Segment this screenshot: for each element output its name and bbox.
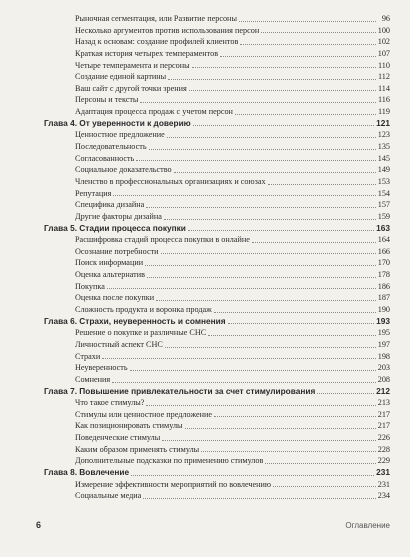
dot-leader [146, 402, 375, 406]
toc-entry-title: Как позиционировать стимулы [75, 421, 183, 431]
toc-page-number: 96 [381, 14, 390, 23]
toc-page-number: 213 [377, 398, 390, 408]
toc-page-number: 114 [378, 83, 390, 93]
toc-entry-title: Репутация [75, 188, 112, 198]
toc-entry-title: Неуверенность [75, 363, 128, 373]
toc-entry [44, 257, 390, 269]
toc-entry [44, 304, 390, 316]
toc-entry-title: Стимулы или ценностное предложение [75, 409, 213, 419]
dot-leader [145, 262, 376, 266]
dot-leader [189, 87, 376, 91]
toc-page-number: 198 [377, 351, 390, 361]
toc-page-number: 195 [377, 328, 390, 338]
toc-entry [44, 397, 390, 409]
dot-leader [239, 18, 376, 22]
toc-chapter [44, 118, 390, 130]
dot-leader [162, 437, 375, 441]
dot-leader [268, 181, 376, 185]
toc-page-number: 226 [377, 433, 390, 443]
toc-entry [44, 234, 390, 246]
toc-entry [44, 351, 390, 363]
toc-entry-title: Рыночная сегментация, или Развитие персоны [75, 14, 237, 23]
toc-page-number: 231 [376, 466, 390, 477]
toc-entry [44, 188, 390, 200]
toc-entry [44, 281, 390, 293]
dot-leader [102, 355, 375, 359]
dot-leader [136, 157, 375, 161]
toc-entry [44, 490, 390, 502]
toc-page-number: 110 [378, 60, 390, 70]
toc-page-number: 166 [377, 246, 390, 256]
toc-page-number: 157 [377, 200, 390, 210]
dot-leader [240, 41, 375, 45]
toc-entry-title: Измерение эффективности мероприятий по вовлечению [75, 479, 272, 489]
dot-leader [168, 76, 376, 80]
toc-entry [44, 13, 390, 25]
dot-leader [165, 344, 376, 348]
dot-leader [265, 460, 375, 464]
dot-leader [188, 227, 374, 231]
toc-page-number: 228 [377, 444, 390, 454]
toc-entry [44, 479, 390, 491]
toc-chapter [44, 386, 390, 398]
dot-leader [192, 64, 376, 68]
toc-entry-title: Назад к основам: создание профилей клиентов [75, 37, 239, 47]
toc-entry-title: Согласованность [75, 153, 135, 163]
toc-chapter [44, 316, 390, 328]
toc-entry-title: Сомнения [75, 374, 111, 384]
dot-leader [214, 309, 376, 313]
toc-entry [44, 176, 390, 188]
toc-entry-title: Четыре темперамента и персоны [75, 60, 190, 70]
dot-leader [131, 472, 374, 476]
toc-entry [44, 153, 390, 165]
toc-entry-title: Оценка после покупки [75, 293, 155, 303]
toc-page-number: 217 [377, 409, 390, 419]
dot-leader [112, 379, 376, 383]
toc-entry-title: Несколько аргументов против использования персон [75, 25, 260, 35]
toc-entry [44, 83, 390, 95]
toc-entry-title: Осознание потребности [75, 246, 159, 256]
toc-entry [44, 432, 390, 444]
toc-entry-title: Глава 4. От уверенности к доверию [44, 117, 191, 128]
dot-leader [113, 192, 375, 196]
dot-leader [273, 483, 376, 487]
dot-leader [220, 53, 376, 57]
toc-page-number: 229 [377, 456, 390, 466]
toc-page-number: 135 [377, 142, 390, 152]
dot-leader [140, 99, 376, 103]
toc-entry [44, 444, 390, 456]
toc-entry-title: Глава 6. Страхи, неуверенность и сомнения [44, 315, 226, 326]
dot-leader [143, 495, 375, 499]
dot-leader [185, 425, 376, 429]
toc-page-number: 163 [376, 222, 390, 233]
dot-leader [174, 169, 376, 173]
toc-chapter [44, 223, 390, 235]
toc-entry [44, 327, 390, 339]
toc-entry [44, 246, 390, 258]
toc-page-number: 203 [377, 363, 390, 373]
toc-page-number: 190 [377, 305, 390, 315]
toc-page-number: 145 [377, 153, 390, 163]
toc-entry-title: Решение о покупке и различные СНС [75, 328, 207, 338]
dot-leader [208, 332, 375, 336]
toc-entry [44, 164, 390, 176]
toc-entry-title: Специфика дизайна [75, 200, 145, 210]
toc-page-number: 212 [376, 385, 390, 396]
toc-page-number: 164 [377, 235, 390, 245]
toc-entry-title: Адаптация процесса продаж с учетом персон [75, 107, 233, 117]
toc-page-number: 116 [378, 95, 390, 105]
toc-page-number: 102 [377, 37, 390, 47]
toc-entry-title: Социальное доказательство [75, 165, 172, 175]
dot-leader [261, 29, 376, 33]
toc-entry-title: Оценка альтернатив [75, 270, 145, 280]
toc-entry [44, 362, 390, 374]
toc-page-number: 178 [377, 270, 390, 280]
toc-page-number: 121 [376, 117, 390, 128]
toc-entry [44, 25, 390, 37]
toc-entry-title: Глава 5. Стадии процесса покупки [44, 222, 186, 233]
toc-entry [44, 60, 390, 72]
toc-entry-title: Ценностное предложение [75, 130, 165, 140]
toc-page-number: 234 [377, 491, 390, 501]
toc-page-number: 186 [377, 281, 390, 291]
page-number: 6 [36, 520, 42, 530]
toc-entry-title: Поведенческие стимулы [75, 433, 161, 443]
dot-leader [252, 239, 376, 243]
dot-leader [235, 111, 376, 115]
toc-page-number: 100 [377, 25, 390, 35]
toc-entry-title: Покупка [75, 281, 105, 291]
toc-entry [44, 292, 390, 304]
toc-entry [44, 339, 390, 351]
toc-entry [44, 106, 390, 118]
toc-page-number: 123 [377, 130, 390, 140]
toc-entry [44, 36, 390, 48]
toc-page-number: 112 [378, 72, 390, 82]
toc-page-number: 197 [377, 339, 390, 349]
toc-entry-title: Что такое стимулы? [75, 398, 145, 408]
toc-page-number: 154 [377, 188, 390, 198]
dot-leader [164, 216, 376, 220]
dot-leader [201, 448, 376, 452]
toc-page-number: 170 [377, 258, 390, 268]
toc-entry-title: Страхи [75, 351, 101, 361]
toc-entry-title: Персоны и тексты [75, 95, 139, 105]
toc-entry-title: Глава 8. Вовлечение [44, 466, 130, 477]
toc-entry [44, 129, 390, 141]
page-footer [36, 520, 390, 530]
toc-entry-title: Последовательность [75, 142, 147, 152]
toc-page-number: 119 [378, 107, 390, 117]
toc-entry [44, 141, 390, 153]
dot-leader [130, 367, 376, 371]
toc-entry-title: Каким образом применять стимулы [75, 444, 200, 454]
toc-entry-title: Краткая история четырех темпераментов [75, 48, 219, 58]
toc-entry-title: Членство в профессиональных организациях и союзах [75, 176, 266, 186]
toc-entry-title: Личностный аспект СНС [75, 339, 163, 349]
running-footer-label: Оглавление [345, 521, 390, 530]
dot-leader [156, 297, 376, 301]
toc-entry-title: Глава 7. Повышение привлекательности за счет стимулирования [44, 385, 316, 396]
toc-entry [44, 94, 390, 106]
toc-entry [44, 211, 390, 223]
toc-entry-title: Поиск информации [75, 258, 144, 268]
toc-page-number: 153 [377, 176, 390, 186]
toc-entry [44, 199, 390, 211]
toc-entry-title: Создание единой картины [75, 72, 167, 82]
toc-page-number: 231 [377, 479, 390, 489]
dot-leader [214, 413, 376, 417]
dot-leader [107, 285, 376, 289]
toc-entry [44, 455, 390, 467]
toc-entry [44, 420, 390, 432]
toc-entry [44, 409, 390, 421]
toc-page-number: 217 [377, 421, 390, 431]
toc-entry [44, 269, 390, 281]
dot-leader [193, 122, 374, 126]
toc-entry [44, 71, 390, 83]
dot-leader [149, 146, 376, 150]
toc-entry-title: Ваш сайт с другой точки зрения [75, 83, 187, 93]
dot-leader [228, 320, 375, 324]
dot-leader [147, 274, 376, 278]
dot-leader [167, 134, 376, 138]
toc-page-number: 149 [377, 165, 390, 175]
toc-entry [44, 48, 390, 60]
toc-page-number: 159 [377, 211, 390, 221]
dot-leader [317, 390, 374, 394]
toc-entry [44, 374, 390, 386]
toc-chapter [44, 467, 390, 479]
toc-entry-title: Социальные медиа [75, 491, 142, 501]
toc-page-number: 187 [377, 293, 390, 303]
table-of-contents [44, 13, 390, 502]
toc-entry-title: Дополнительные подсказки по применению стимулов [75, 456, 264, 466]
toc-entry-title: Сложность продукта и воронка продаж [75, 305, 212, 315]
toc-page-number: 193 [376, 315, 390, 326]
toc-page-number: 107 [377, 48, 390, 58]
toc-entry-title: Расшифровка стадий процесса покупки в онлайне [75, 235, 250, 245]
toc-page-number: 208 [377, 374, 390, 384]
dot-leader [161, 250, 376, 254]
toc-entry-title: Другие факторы дизайна [75, 211, 162, 221]
dot-leader [146, 204, 375, 208]
